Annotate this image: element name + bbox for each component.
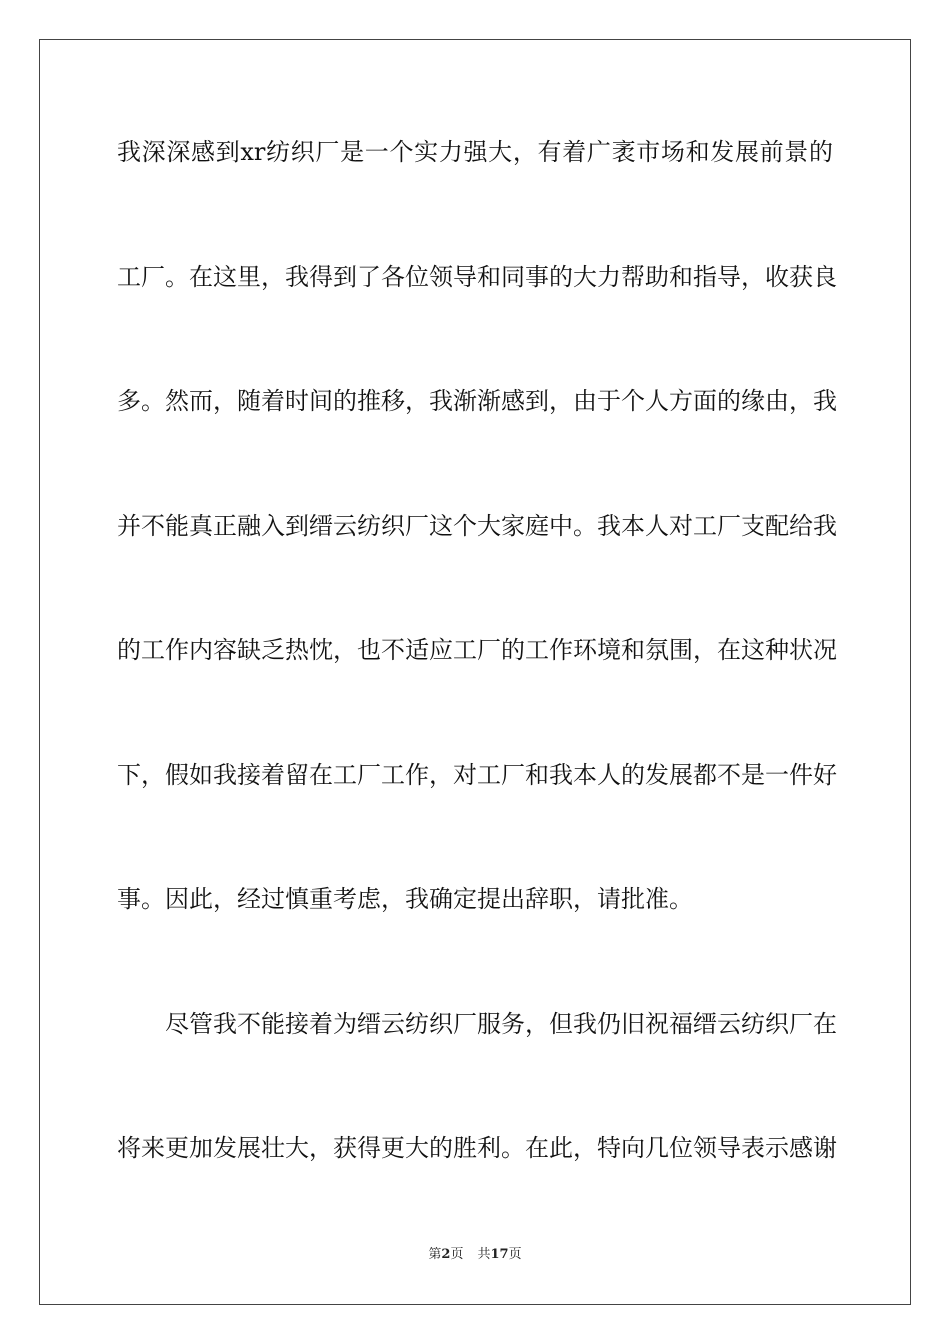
page-border	[39, 39, 911, 1305]
body-line-8: 尽管我不能接着为缙云纺织厂服务，但我仍旧祝福缙云纺织厂在	[165, 1010, 837, 1038]
footer-total-prefix: 共	[477, 1247, 491, 1262]
body-line-1: 我深深感到xr纺织厂是一个实力强大，有着广袤市场和发展前景的	[117, 138, 833, 166]
footer-page-current: 2	[441, 1247, 451, 1262]
body-line-4: 并不能真正融入到缙云纺织厂这个大家庭中。我本人对工厂支配给我	[117, 512, 837, 540]
footer-page-prefix: 第	[428, 1247, 442, 1262]
body-line-5: 的工作内容缺乏热忱，也不适应工厂的工作环境和氛围，在这种状况	[117, 636, 837, 664]
body-line-9: 将来更加发展壮大，获得更大的胜利。在此，特向几位领导表示感谢	[117, 1134, 837, 1162]
body-line-6: 下，假如我接着留在工厂工作，对工厂和我本人的发展都不是一件好	[117, 761, 837, 789]
body-line-7: 事。因此，经过慎重考虑，我确定提出辞职，请批准。	[117, 885, 693, 913]
body-line-2: 工厂。在这里，我得到了各位领导和同事的大力帮助和指导，收获良	[117, 263, 837, 291]
footer-page-total: 17	[490, 1247, 509, 1262]
body-line-3: 多。然而，随着时间的推移，我渐渐感到，由于个人方面的缘由，我	[117, 387, 837, 415]
footer-total-suffix: 页	[508, 1247, 522, 1262]
footer-page-suffix: 页	[450, 1247, 464, 1262]
page-footer	[0, 1246, 950, 1264]
